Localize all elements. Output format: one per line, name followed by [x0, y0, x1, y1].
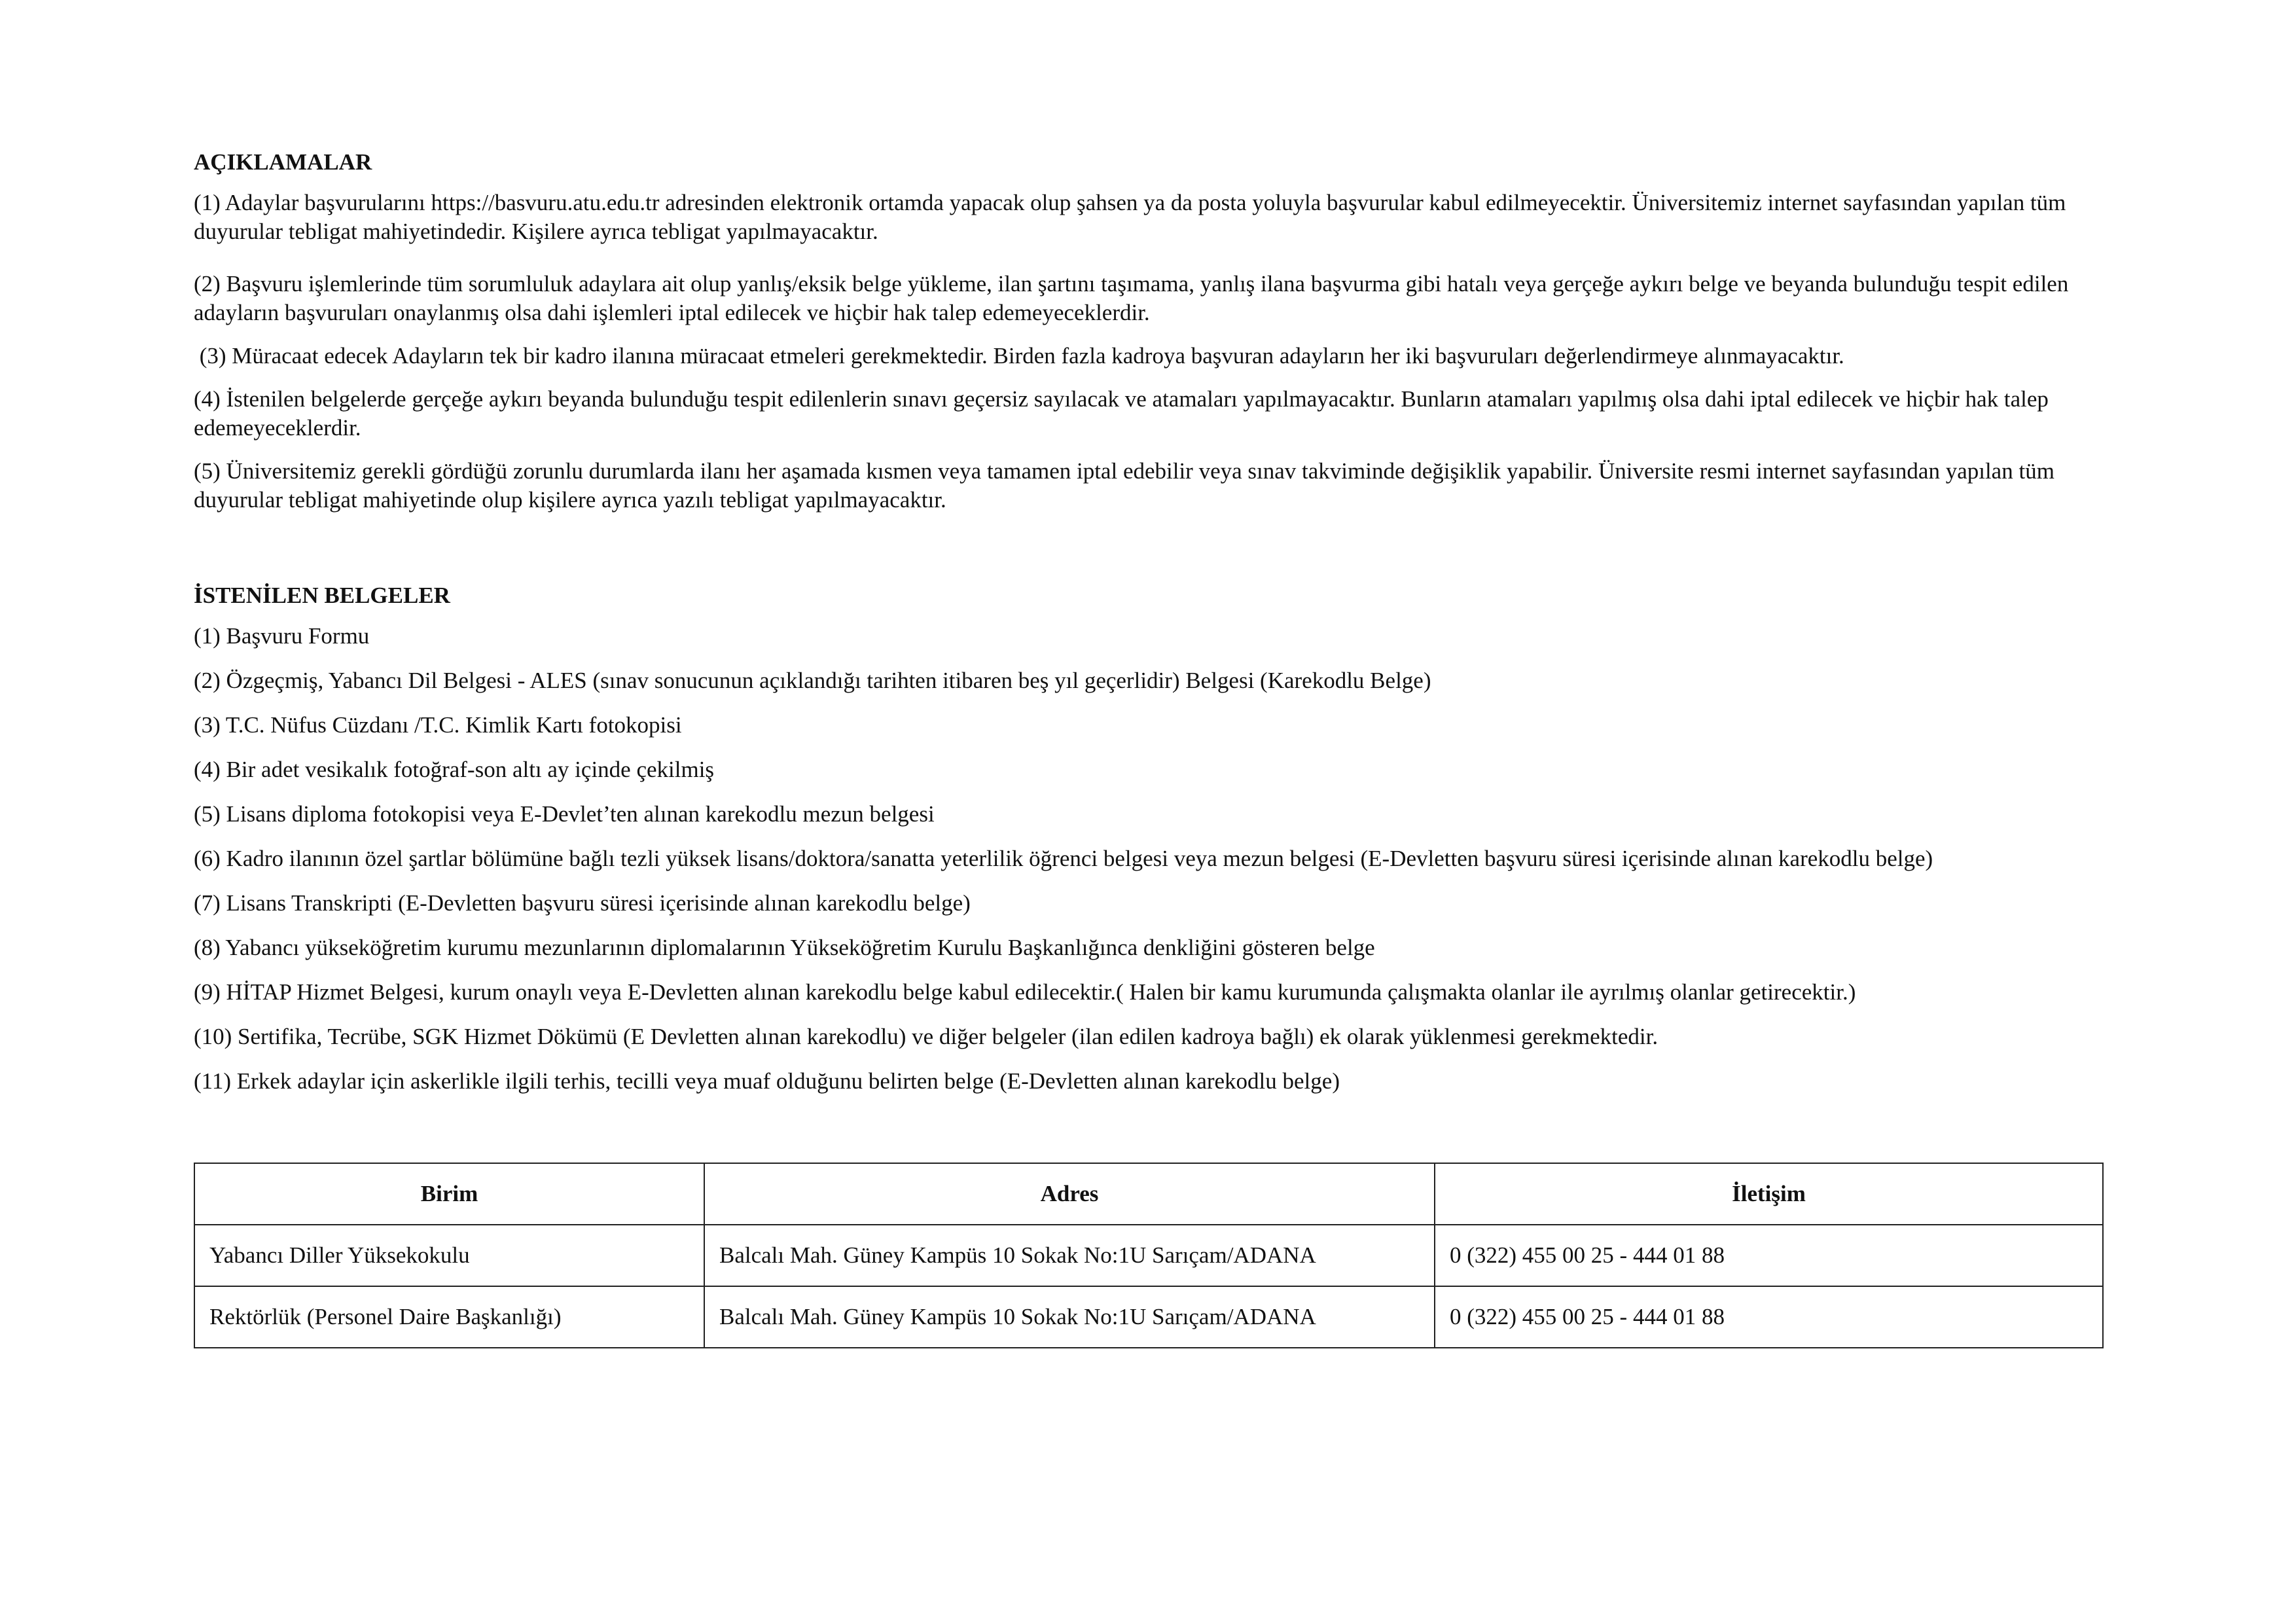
header-address: Adres: [704, 1163, 1435, 1225]
cell-unit: Rektörlük (Personel Daire Başkanlığı): [194, 1286, 704, 1348]
explanation-item-4: (4) İstenilen belgelerde gerçeğe aykırı beyanda bulunduğu tespit edilenlerin sınavı geçersiz sayılacak ve atamaları yapılmayacaktır. Bunların atamaları yapılmış olsa dahi iptal edilecek ve hiçbir hak talep edemeyeceklerdir.: [194, 386, 2049, 441]
contacts-table: [194, 1163, 2104, 1348]
header-unit: Birim: [194, 1163, 704, 1225]
document-item-7: (7) Lisans Transkripti (E-Devletten başvuru süresi içerisinde alınan karekodlu belge): [194, 890, 971, 916]
document-item-3: (3) T.C. Nüfus Cüzdanı /T.C. Kimlik Kartı fotokopisi: [194, 712, 682, 738]
explanation-item-5: (5) Üniversitemiz gerekli gördüğü zorunlu durumlarda ilanı her aşamada kısmen veya tamamen iptal edebilir veya sınav takviminde değişiklik yapabilir. Üniversite resmi internet sayfasından yapılan tüm duyurular tebligat mahiyetinde olup kişilere ayrıca yazılı tebligat yapılmayacaktır.: [194, 458, 2054, 513]
table-row: [194, 1225, 2103, 1286]
header-contact: İletişim: [1435, 1163, 2103, 1225]
document-item-9: (9) HİTAP Hizmet Belgesi, kurum onaylı veya E-Devletten alınan karekodlu belge kabul edilecektir.( Halen bir kamu kurumunda çalışmakta olanlar ile ayrılmış olanlar getirecektir.): [194, 979, 1856, 1005]
document-item-8: (8) Yabancı yükseköğretim kurumu mezunlarının diplomalarının Yükseköğretim Kurulu Başkanlığınca denkliğini gösteren belge: [194, 935, 1375, 960]
cell-address: Balcalı Mah. Güney Kampüs 10 Sokak No:1U Sarıçam/ADANA: [704, 1225, 1435, 1286]
document-item-2: (2) Özgeçmiş, Yabancı Dil Belgesi - ALES (sınav sonucunun açıklandığı tarihten itibaren beş yıl geçerlidir) Belgesi (Karekodlu Belge): [194, 668, 1431, 693]
document-item-10: (10) Sertifika, Tecrübe, SGK Hizmet Dökümü (E Devletten alınan karekodlu) ve diğer belgeler (ilan edilen kadroya bağlı) ek olarak yüklenmesi gerekmektedir.: [194, 1024, 1659, 1049]
required-documents-heading: İSTENİLEN BELGELER: [194, 583, 450, 608]
document-page: [194, 148, 2104, 1111]
document-item-4: (4) Bir adet vesikalık fotoğraf-son altı ay içinde çekilmiş: [194, 757, 715, 782]
cell-address: Balcalı Mah. Güney Kampüs 10 Sokak No:1U Sarıçam/ADANA: [704, 1286, 1435, 1348]
document-item-1: (1) Başvuru Formu: [194, 623, 370, 649]
explanations-heading: AÇIKLAMALAR: [194, 149, 372, 175]
table-header-row: [194, 1163, 2103, 1225]
cell-contact: 0 (322) 455 00 25 - 444 01 88: [1435, 1286, 2103, 1348]
cell-contact: 0 (322) 455 00 25 - 444 01 88: [1435, 1225, 2103, 1286]
explanation-item-2: (2) Başvuru işlemlerinde tüm sorumluluk adaylara ait olup yanlış/eksik belge yükleme, ilan şartını taşımama, yanlış ilana başvurma gibi hatalı veya gerçeğe aykırı belge ve beyanda bulunduğu tespit edilen adayların başvuruları onaylanmış olsa dahi işlemleri iptal edilecek ve hiçbir hak talep edemeyeceklerdir.: [194, 271, 2069, 325]
document-item-11: (11) Erkek adaylar için askerlikle ilgili terhis, tecilli veya muaf olduğunu belirten belge (E-Devletten alınan karekodlu belge): [194, 1068, 1340, 1094]
table-row: [194, 1286, 2103, 1348]
document-item-6: (6) Kadro ilanının özel şartlar bölümüne bağlı tezli yüksek lisans/doktora/sanatta yeterlilik öğrenci belgesi veya mezun belgesi (E-Devletten başvuru süresi içerisinde alınan karekodlu belge): [194, 846, 1933, 871]
explanation-item-3: (3) Müracaat edecek Adayların tek bir kadro ilanına müracaat etmeleri gerekmektedir. Birden fazla kadroya başvuran adayların her iki başvuruları değerlendirmeye alınmayacaktır.: [194, 343, 1844, 369]
section-spacer: [194, 529, 2104, 581]
explanation-item-1: (1) Adaylar başvurularını https://basvuru.atu.edu.tr adresinden elektronik ortamda yapacak olup şahsen ya da posta yoluyla başvurular kabul edilmeyecektir. Üniversitemiz internet sayfasından yapılan tüm duyurular tebligat mahiyetindedir. Kişilere ayrıca tebligat yapılmayacaktır.: [194, 190, 2066, 244]
cell-unit: Yabancı Diller Yüksekokulu: [194, 1225, 704, 1286]
document-item-5: (5) Lisans diploma fotokopisi veya E-Devlet’ten alınan karekodlu mezun belgesi: [194, 801, 935, 827]
